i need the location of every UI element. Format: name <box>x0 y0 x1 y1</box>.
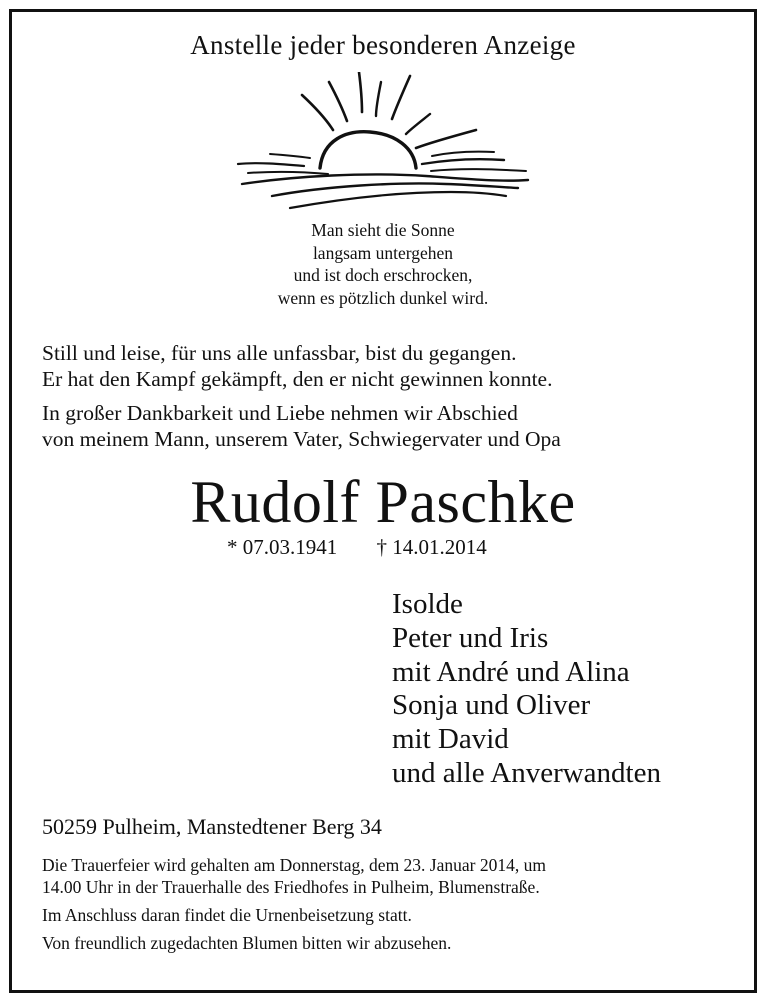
deceased-name: Rudolf Paschke <box>190 469 576 535</box>
service-line: Die Trauerfeier wird gehalten am Donnerstag, dem 23. Januar 2014, um <box>42 855 546 875</box>
poem-line: wenn es pötzlich dunkel wird. <box>277 287 489 308</box>
birth-date: * 07.03.1941 <box>227 535 338 559</box>
poem <box>0 219 766 309</box>
intro-text <box>42 341 561 452</box>
mourner-name: Peter und Iris <box>392 621 549 654</box>
intro-line: Er hat den Kampf gekämpft, den er nicht gewinnen konnte. <box>42 366 553 391</box>
poem-line: langsam untergehen <box>312 242 454 263</box>
mourner-name: mit André und Alina <box>392 655 630 688</box>
sunset-icon <box>236 72 532 214</box>
death-date: † 14.01.2014 <box>376 535 487 559</box>
intro-line: von meinem Mann, unserem Vater, Schwiegervater und Opa <box>42 426 561 451</box>
service-details <box>42 854 546 954</box>
service-line: 14.00 Uhr in der Trauerhalle des Friedhofes in Pulheim, Blumenstraße. <box>42 877 540 897</box>
poem-line: Man sieht die Sonne <box>311 220 455 240</box>
urn-note: Im Anschluss daran findet die Urnenbeisetzung statt. <box>42 905 412 925</box>
mourner-name: mit David <box>392 723 509 756</box>
intro-line: Still und leise, für uns alle unfassbar, bist du gegangen. <box>42 341 517 365</box>
mourners-list <box>392 588 661 791</box>
mourner-name: Sonja und Oliver <box>392 689 591 722</box>
mourner-name: und alle Anverwandten <box>392 756 661 789</box>
mourner-name: Isolde <box>392 588 463 620</box>
poem-line: und ist doch erschrocken, <box>293 265 473 285</box>
family-address: 50259 Pulheim, Manstedtener Berg 34 <box>42 814 382 839</box>
notice-heading: Anstelle jeder besonderen Anzeige <box>190 30 576 60</box>
intro-line: In großer Dankbarkeit und Liebe nehmen wir Abschied <box>42 401 518 425</box>
flowers-note: Von freundlich zugedachten Blumen bitten wir abzusehen. <box>42 933 452 953</box>
life-dates <box>227 535 487 560</box>
